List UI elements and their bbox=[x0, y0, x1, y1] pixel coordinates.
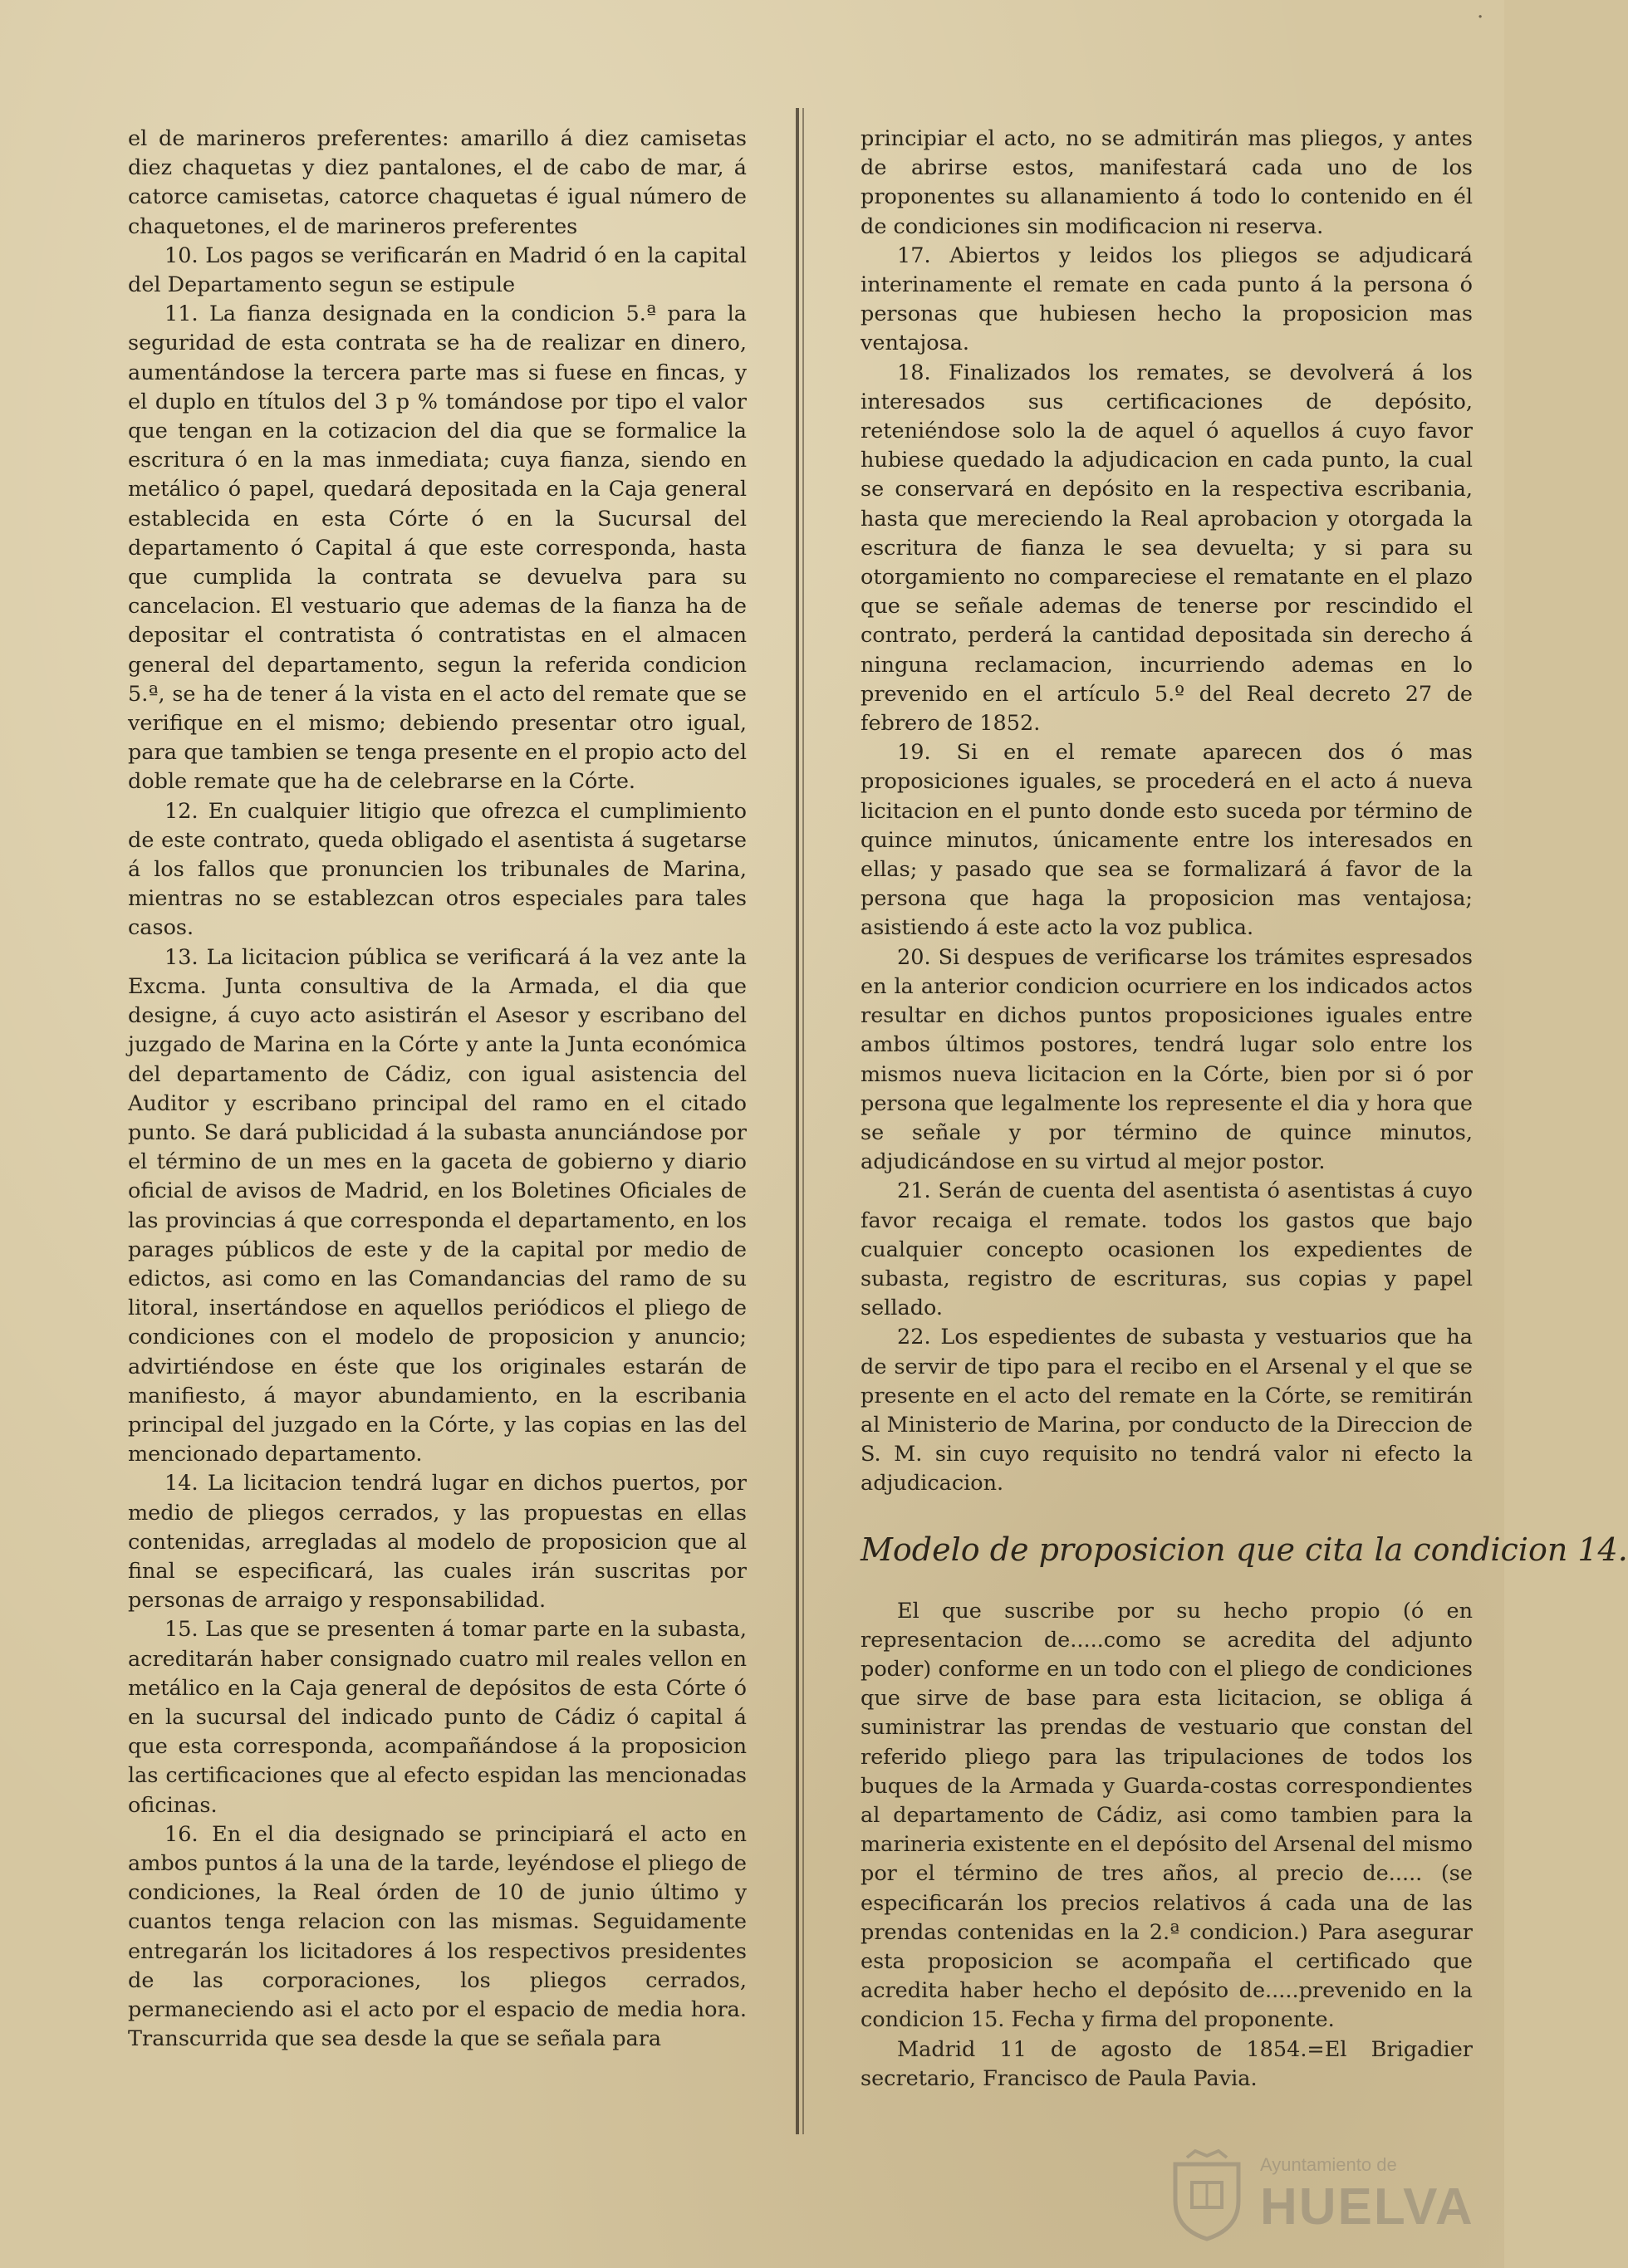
corner-mark: · bbox=[1477, 5, 1484, 30]
clause-22: 22. Los espedientes de subasta y vestuarios que ha de servir de tipo para el recibo en el Arsenal y el que se presente en el acto del remate en la Córte, se remitirán al Ministerio de Marina, por conducto de la Direccion de S. M. sin cuyo requisito no tendrá valor ni efecto la adjudicacion. bbox=[861, 1325, 1473, 1496]
watermark bbox=[1167, 2149, 1483, 2249]
clause-15: 15. Las que se presenten á tomar parte en la subasta, acreditarán haber consignado cuatro mil reales vellon en metálico en la Caja general de depósitos de esta Córte ó en la sucursal del indicado punto de Cádiz ó capital á que esta corresponda, acompañándose á la proposicion las certificaciones que al efecto espidan las mencionadas oficinas. bbox=[128, 1617, 747, 1818]
left-column bbox=[128, 125, 747, 2054]
clause-21: 21. Serán de cuenta del asentista ó asentistas á cuyo favor recaiga el remate. todos los gastos que bajo cualquier concepto ocasionen los expedientes de subasta, registro de escrituras, sus copias y papel sellado. bbox=[861, 1178, 1473, 1321]
coat-of-arms-icon bbox=[1167, 2149, 1247, 2241]
signature: Madrid 11 de agosto de 1854.=El Brigadier secretario, Francisco de Paula Pavia. bbox=[861, 2036, 1473, 2091]
model-title: Modelo de proposicion que cita la condicion 14. bbox=[861, 1531, 1628, 1568]
clause-16: 16. En el dia designado se principiará el acto en ambos puntos á la una de la tarde, leyéndose el pliego de condiciones, la Real órden de 10 de junio último y cuantos tenga relacion con las mismas. Seguidamente entregarán los licitadores á los respectivos presidentes de las corporaciones, los pliegos cerrados, permaneciendo asi el acto por el espacio de media hora. Transcurrida que sea desde la que se señala para bbox=[128, 1821, 747, 2052]
right-column bbox=[861, 125, 1628, 2094]
clause-20: 20. Si despues de verificarse los trámites espresados en la anterior condicion ocurriere en los indicados actos resultar en dichos puntos proposiciones iguales entre ambos últimos postores, tendrá lugar solo entre los mismos nueva licitacion en la Córte, bien por si ó por persona que legalmente los represente el dia y hora que se señale y por término de quince minutos, adjudicándose en su virtud al mejor postor. bbox=[861, 944, 1473, 1175]
clause-13: 13. La licitacion pública se verificará á la vez ante la Excma. Junta consultiva de la Armada, el dia que designe, á cuyo acto asistirán el Asesor y escribano del juzgado de Marina en la Córte y ante la Junta económica del departamento de Cádiz, con igual asistencia del Auditor y escribano principal del ramo en el citado punto. Se dará publicidad á la subasta anunciándose por el término de un mes en la gaceta de gobierno y diario oficial de avisos de Madrid, en los Boletines Oficiales de las provincias á que corresponda el departamento, en los parages públicos de este y de la capital por medio de edictos, asi como en las Comandancias del ramo de su litoral, insertándose en aquellos periódicos el pliego de condiciones con el modelo de proposicion y anuncio; advirtiéndose en éste que los originales estarán de manifiesto, á mayor abundamiento, en la escribania principal del juzgado en la Córte, y las copias en las del mencionado departamento. bbox=[128, 944, 747, 1467]
clause-19: 19. Si en el remate aparecen dos ó mas proposiciones iguales, se procederá en el acto á nueva licitacion en el punto donde esto suceda por término de quince minutos, únicamente entre los interesados en ellas; y pasado que sea se formalizará á favor de la persona que haga la proposicion mas ventajosa; asistiendo á este acto la voz publica. bbox=[861, 740, 1473, 941]
clause-12: 12. En cualquier litigio que ofrezca el cumplimiento de este contrato, queda obligado el asentista á sugetarse á los fallos que pronuncien los tribunales de Marina, mientras no se establezcan otros especiales para tales casos. bbox=[128, 798, 747, 941]
clause-17: 17. Abiertos y leidos los pliegos se adjudicará interinamente el remate en cada punto á la persona ó personas que hubiesen hecho la proposicion mas ventajosa. bbox=[861, 242, 1473, 356]
column-divider-thin bbox=[802, 108, 804, 2134]
model-text: El que suscribe por su hecho propio (ó en representacion de.....como se acredita del adjunto poder) conforme en un todo con el pliego de condiciones que sirve de base para esta licitacion, se obliga á suministrar las prendas de vestuario que constan del referido pliego para las tripulaciones de todos los buques de la Armada y Guarda-costas correspondientes al departamento de Cádiz, asi como tambien para la marineria existente en el depósito del Arsenal del mismo por el término de tres años, al precio de..... (se especificarán los precios relativos á cada una de las prendas contenidas en la 2.ª condicion.) Para asegurar esta proposicion se acompaña el certificado que acredita haber hecho el depósito de.....prevenido en la condicion 15. Fecha y firma del proponente. bbox=[861, 1598, 1473, 2033]
watermark-line2: HUELVA bbox=[1260, 2178, 1474, 2236]
clause-16-continuation: principiar el acto, no se admitirán mas pliegos, y antes de abrirse estos, manifestará cada uno de los proponentes su allanamiento á todo lo contenido en él de condiciones sin modificacion ni reserva. bbox=[861, 126, 1473, 239]
watermark-line1: Ayuntamiento de bbox=[1260, 2154, 1397, 2175]
column-divider bbox=[796, 108, 799, 2134]
clause-14: 14. La licitacion tendrá lugar en dichos puertos, por medio de pliegos cerrados, y las propuestas en ellas contenidas, arregladas al modelo de proposicion que al final se especificará, las cuales irán suscritas por personas de arraigo y responsabilidad. bbox=[128, 1471, 747, 1614]
clause-10: 10. Los pagos se verificarán en Madrid ó en la capital del Departamento segun se estipule bbox=[128, 242, 747, 298]
clause-18: 18. Finalizados los remates, se devolverá á los interesados sus certificaciones de depósito, reteniéndose solo la de aquel ó aquellos á cuyo favor hubiese quedado la adjudicacion en cada punto, la cual se conservará en depósito en la respectiva escribania, hasta que mereciendo la Real aprobacion y otorgada la escritura de fianza le sea devuelta; y si para su otorgamiento no compareciese el rematante en el plazo que se señale ademas de tenerse por rescindido el contrato, perderá la cantidad depositada sin derecho á ninguna reclamacion, incurriendo ademas en lo prevenido en el artículo 5.º del Real decreto 27 de febrero de 1852. bbox=[861, 360, 1473, 737]
clause-11: 11. La fianza designada en la condicion 5.ª para la seguridad de esta contrata se ha de realizar en dinero, aumentándose la tercera parte mas si fuese en fincas, y el duplo en títulos del 3 p % tomándose por tipo el valor que tengan en la cotizacion del dia que se formalice la escritura ó en la mas inmediata; cuya fianza, siendo en metálico ó papel, quedará depositada en la Caja general establecida en esta Córte ó en la Sucursal del departamento ó Capital á que este corresponda, hasta que cumplida la contrata se devuelva para su cancelacion. El vestuario que ademas de la fianza ha de depositar el contratista ó contratistas en el almacen general del departamento, segun la referida condicion 5.ª, se ha de tener á la vista en el acto del remate que se verifique en el mismo; debiendo presentar otro igual, para que tambien se tenga presente en el propio acto del doble remate que ha de celebrarse en la Córte. bbox=[128, 301, 747, 795]
paragraph-continuation: el de marineros preferentes: amarillo á diez camisetas diez chaquetas y diez pantalones, el de cabo de mar, á catorce camisetas, catorce chaquetas é igual número de chaquetones, el de marineros preferentes bbox=[128, 126, 747, 239]
